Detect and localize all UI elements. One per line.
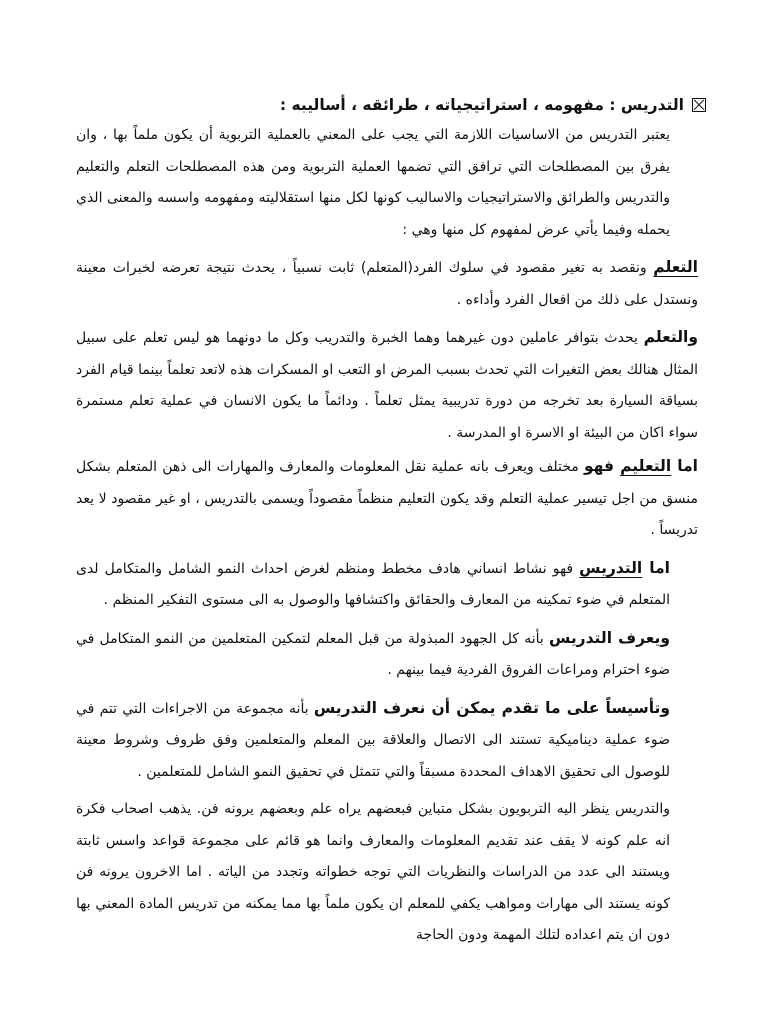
teaching-after: فهو xyxy=(583,457,621,475)
instruction-term: التدريس xyxy=(579,558,643,577)
based-definition-term: وتأسيساً على ما تقدم يمكن أن نعرف التدريس xyxy=(313,698,670,717)
instruction-definition-paragraph xyxy=(76,623,698,687)
teaching-paragraph xyxy=(76,451,698,547)
learning-factors-paragraph xyxy=(76,322,698,449)
checkbox-icon xyxy=(692,98,706,112)
instruction-definition-text: بأنه كل الجهود المبذولة من قبل المعلم لتمكين المتعلمين من النمو المتكامل في ضوء احترام ومراعات الفروق الفردية فيما بينهم . xyxy=(76,630,670,678)
instruction-definition-term: ويعرف التدريس xyxy=(548,628,670,647)
teaching-text: مختلف ويعرف بانه عملية نقل المعلومات والمعارف والمهارات الى ذهن المتعلم بشكل منسق من اجل تيسير عملية التعلم وقد يكون التعليم منظماً مقصوداً ويسمى بالتدريس ، او غير مقصود لا يعد تدريساً . xyxy=(76,459,698,538)
based-definition-paragraph xyxy=(76,693,698,789)
instruction-lead: اما xyxy=(642,558,670,577)
learning-factors-text: يحدث بتوافر عاملين دون غيرهما وهما الخبرة والتدريب وكل ما دونهما هو ليس تعلم على سبيل المثال هنالك بعض التغيرات التي تحدث بسبب المرض او التعب او المسكرات هذه لاتعد تعلماً بينما قيام الفرد بسياقة السيارة بعد تخرجه من دورة تدريبية يمثل تعلماً . ودائماً ما يكون الانسان في عملية تعلم مستمرة سواء اكان من البيئة او الاسرة او المدرسة . xyxy=(76,330,698,441)
teaching-lead: اما xyxy=(671,457,698,475)
based-definition-text: بأنه مجموعة من الاجراءات التي تتم في ضوء عملية ديناميكية تستند الى الاتصال والعلاقة بين المعلم والمتعلمين وفق ظروف وشروط معينة للوصول الى تحقيق الاهداف المحددة مسبقاً والتي تتمثل في تحقيق النمو الشامل للمتعلمين . xyxy=(76,700,670,780)
instruction-paragraph xyxy=(76,553,698,617)
intro-paragraph: يعتبر التدريس من الاساسيات اللازمة التي يجب على المعني بالعملية التربوية أن يكون ملماً بها ، وان يفرق بين المصطلحات التي ترافق التي تضمها العملية التربوية ومن هذه المصطلحات التعلم والتعليم والتدريس والطرائق والاستراتيجيات والاساليب كونها لكل منها استقلاليته ومفهومه واسسه والمعنى الذي يحمله وفيما يأتي عرض لمفهوم كل منها وهي : xyxy=(76,127,670,238)
learning-definition-paragraph xyxy=(76,252,698,316)
learning-term: التعلم xyxy=(653,258,698,276)
heading-text: التدريس : مفهومه ، استراتيجياته ، طرائقه ، أساليبه : xyxy=(279,96,684,114)
learning-factors-term: والتعلم xyxy=(643,328,698,346)
section-heading xyxy=(76,90,706,120)
views-paragraph: والتدريس ينظر اليه التربويون بشكل متباين فبعضهم يراه علم وبعضهم يرونه فن. يذهب اصحاب فكرة انه علم كونه لا يقف عند تقديم المعلومات والمعارف وانما هو قائم على مجموعة قواعد واسس ثابتة ويستند الى عدد من الدراسات والنظريات التي توجه خطواته وتجدد من الياته . اما الاخرون يرونه فن كونه يستند الى مهارات ومواهب يكفي للمعلم ان يكون ملماً بها مما يمكنه من تدريس المادة المعني بها دون ان يتم اعداده لتلك المهمة ودون الحاجة xyxy=(76,801,670,943)
teaching-term: التعليم xyxy=(620,457,672,475)
learning-definition-text: ونقصد به تغير مقصود في سلوك الفرد(المتعلم) ثابت نسبياً ، يحدث نتيجة تعرضه لخبرات معينة ونستدل على ذلك من افعال الفرد وأداءه . xyxy=(76,260,698,308)
instruction-text: فهو نشاط انساني هادف مخطط ومنظم لغرض احداث النمو الشامل والمتكامل لدى المتعلم في ضوء تمكينه من المعارف والحقائق واكتشافها والوصول به الى مستوى التفكير المنظم . xyxy=(76,560,670,608)
